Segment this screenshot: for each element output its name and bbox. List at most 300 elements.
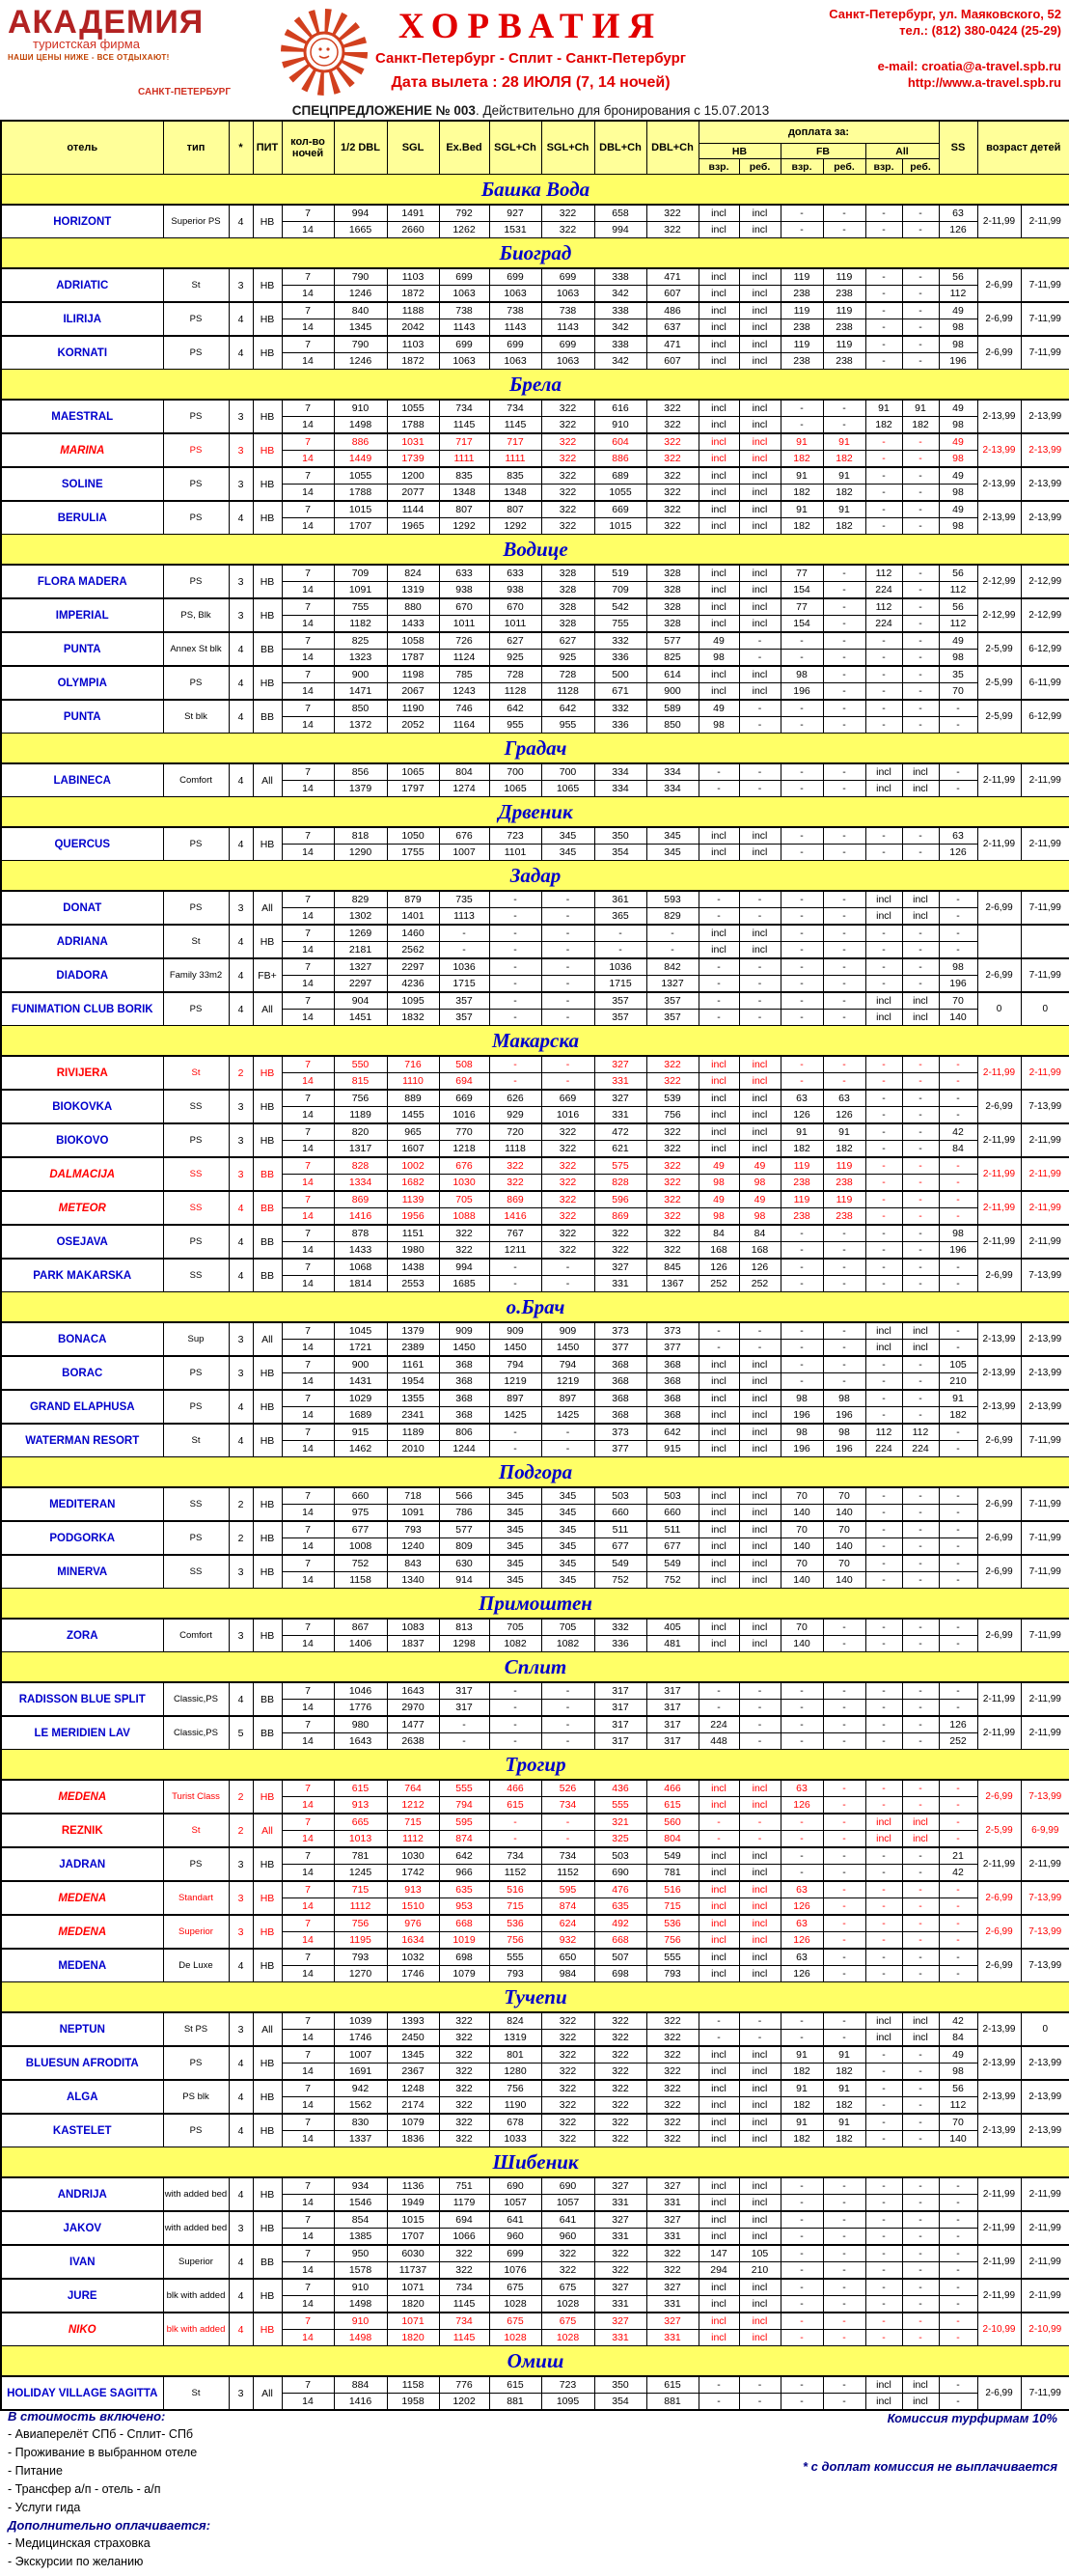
price-cell: incl: [739, 2080, 781, 2097]
nights-14: 14: [282, 1898, 334, 1916]
price-cell: 1055: [387, 400, 439, 417]
price-cell: -: [781, 700, 823, 717]
price-cell: incl: [739, 467, 781, 485]
price-cell: 1124: [439, 650, 489, 667]
price-cell: -: [902, 336, 939, 353]
hotel-row: [1, 1424, 1069, 1441]
price-cell: incl: [739, 1407, 781, 1425]
price-cell: 738: [439, 302, 489, 319]
price-cell: 792: [439, 205, 489, 222]
hotel-board: BB: [253, 2245, 282, 2279]
price-cell: -: [939, 2279, 977, 2296]
age-children: 2-13,99: [977, 2012, 1021, 2046]
price-cell: incl: [699, 467, 739, 485]
price-cell: 850: [334, 700, 387, 717]
price-cell: 328: [541, 598, 594, 616]
price-cell: -: [902, 2064, 939, 2081]
price-cell: 642: [489, 700, 541, 717]
nights-7: 7: [282, 1521, 334, 1538]
hotel-row: [1, 632, 1069, 650]
hotel-row: [1, 1356, 1069, 1373]
age-children: 0: [977, 992, 1021, 1026]
price-cell: 756: [334, 1915, 387, 1932]
price-cell: 196: [939, 1242, 977, 1260]
nights-7: 7: [282, 1949, 334, 1966]
hotel-row: [1, 1682, 1069, 1700]
price-cell: 929: [489, 1107, 541, 1124]
hotel-stars: 3: [229, 565, 253, 598]
hotel-board: HB: [253, 336, 282, 370]
price-cell: 322: [541, 518, 594, 535]
price-cell: -: [781, 2376, 823, 2394]
price-cell: 794: [439, 1797, 489, 1814]
price-cell: 91: [781, 1123, 823, 1141]
price-cell: 1954: [387, 1373, 439, 1391]
price-cell: 327: [594, 2313, 646, 2330]
price-cell: -: [865, 1619, 902, 1636]
price-cell: 566: [439, 1487, 489, 1505]
price-cell: 728: [489, 666, 541, 683]
price-cell: -: [865, 1056, 902, 1073]
price-cell: 756: [646, 1932, 699, 1950]
price-cell: 49: [699, 700, 739, 717]
price-cell: -: [902, 1538, 939, 1556]
age-children: 2-11,99: [977, 1847, 1021, 1881]
price-cell: incl: [739, 400, 781, 417]
price-cell: incl: [739, 2114, 781, 2131]
price-cell: 1063: [541, 286, 594, 303]
price-cell: 49: [939, 501, 977, 518]
nights-7: 7: [282, 925, 334, 942]
price-cell: 1776: [334, 1700, 387, 1717]
price-cell: 829: [334, 891, 387, 908]
price-cell: incl: [739, 1780, 781, 1797]
price-cell: 63: [939, 205, 977, 222]
nights-14: 14: [282, 1010, 334, 1026]
price-cell: incl: [699, 582, 739, 599]
price-cell: 49: [939, 467, 977, 485]
price-cell: incl: [699, 1424, 739, 1441]
price-cell: 368: [594, 1356, 646, 1373]
nights-7: 7: [282, 1259, 334, 1276]
price-cell: 825: [334, 632, 387, 650]
price-cell: 98: [939, 2064, 977, 2081]
price-cell: -: [823, 763, 865, 781]
hotel-row: [1, 205, 1069, 222]
price-cell: 1198: [387, 666, 439, 683]
price-cell: -: [699, 1831, 739, 1848]
price-cell: 910: [334, 2279, 387, 2296]
price-cell: 345: [489, 1572, 541, 1589]
hotel-row: [1, 433, 1069, 451]
hotel-row: [1, 302, 1069, 319]
price-cell: 503: [594, 1847, 646, 1865]
price-cell: 1707: [334, 518, 387, 535]
price-cell: -: [902, 1157, 939, 1175]
price-cell: 879: [387, 891, 439, 908]
region-title: Шибеник: [1, 2147, 1069, 2178]
age-children: 7-11,99: [1021, 1555, 1069, 1589]
price-cell: 2970: [387, 1700, 439, 1717]
price-cell: -: [823, 2229, 865, 2246]
price-cell: incl: [699, 2177, 739, 2195]
price-cell: -: [823, 1700, 865, 1717]
price-cell: 717: [439, 433, 489, 451]
price-cell: -: [541, 942, 594, 959]
nights-7: 7: [282, 2211, 334, 2229]
price-cell: -: [541, 1700, 594, 1717]
hotel-stars: 4: [229, 925, 253, 958]
price-cell: incl: [699, 501, 739, 518]
price-cell: -: [902, 205, 939, 222]
price-cell: -: [699, 2394, 739, 2411]
hotel-board: All: [253, 763, 282, 797]
price-cell: 886: [334, 433, 387, 451]
price-cell: 322: [594, 2114, 646, 2131]
region-row: [1, 1457, 1069, 1488]
price-cell: 56: [939, 268, 977, 286]
price-cell: -: [823, 205, 865, 222]
price-cell: 1471: [334, 683, 387, 701]
price-cell: -: [939, 2330, 977, 2346]
price-cell: -: [865, 650, 902, 667]
price-cell: -: [902, 1521, 939, 1538]
price-cell: -: [902, 319, 939, 337]
nights-7: 7: [282, 2376, 334, 2394]
hotel-board: HB: [253, 1949, 282, 1982]
price-cell: 334: [594, 781, 646, 797]
price-cell: -: [939, 1814, 977, 1831]
age-children: 2-11,99: [1021, 1056, 1069, 1090]
price-cell: 342: [594, 353, 646, 370]
nights-7: 7: [282, 565, 334, 582]
price-cell: 690: [489, 2177, 541, 2195]
hotel-type: PS: [163, 501, 229, 535]
price-cell: 1011: [439, 616, 489, 633]
price-cell: 126: [823, 1107, 865, 1124]
price-cell: -: [781, 2330, 823, 2346]
hotel-board: HB: [253, 1487, 282, 1521]
col-header-adult: взр.: [781, 159, 823, 175]
col-header-surcharge: доплата за:: [699, 121, 939, 144]
hotel-row: [1, 1191, 1069, 1208]
contact-phone: тел.: (812) 380-0424 (25-29): [899, 23, 1061, 38]
price-cell: 1158: [387, 2376, 439, 2394]
price-cell: incl: [699, 1538, 739, 1556]
price-cell: 854: [334, 2211, 387, 2229]
price-cell: -: [902, 1123, 939, 1141]
price-cell: -: [865, 958, 902, 976]
price-cell: -: [902, 2114, 939, 2131]
price-cell: -: [823, 1949, 865, 1966]
price-cell: -: [939, 1555, 977, 1572]
price-cell: 595: [541, 1881, 594, 1898]
hotel-stars: 4: [229, 1949, 253, 1982]
price-cell: -: [939, 1505, 977, 1522]
price-cell: -: [541, 908, 594, 926]
price-cell: -: [865, 1847, 902, 1865]
price-cell: -: [865, 433, 902, 451]
contact-site[interactable]: http://www.a-travel.spb.ru: [907, 75, 1061, 90]
age-children: 2-6,99: [977, 1521, 1021, 1555]
price-cell: 1872: [387, 353, 439, 370]
price-cell: incl: [739, 2279, 781, 2296]
price-cell: 1036: [439, 958, 489, 976]
hotel-stars: 4: [229, 2279, 253, 2313]
price-cell: 1872: [387, 286, 439, 303]
nights-7: 7: [282, 1682, 334, 1700]
contact-email[interactable]: e-mail: croatia@a-travel.spb.ru: [877, 59, 1061, 73]
hotel-type: St: [163, 925, 229, 958]
price-cell: 182: [823, 1141, 865, 1158]
price-cell: incl: [739, 827, 781, 845]
price-cell: incl: [739, 565, 781, 582]
hotel-row: [1, 992, 1069, 1010]
age-children: 2-13,99: [977, 400, 1021, 433]
price-cell: 126: [939, 222, 977, 238]
price-cell: 322: [594, 2262, 646, 2280]
price-cell: -: [865, 1780, 902, 1797]
price-cell: -: [489, 1716, 541, 1733]
price-cell: 734: [489, 400, 541, 417]
price-cell: 56: [939, 565, 977, 582]
age-children: 2-6,99: [977, 1090, 1021, 1123]
price-cell: -: [699, 1814, 739, 1831]
hotel-board: All: [253, 2012, 282, 2046]
price-cell: -: [865, 1915, 902, 1932]
price-cell: -: [939, 1191, 977, 1208]
price-cell: 835: [489, 467, 541, 485]
hotel-board: BB: [253, 700, 282, 734]
price-cell: -: [902, 683, 939, 701]
hotel-stars: 3: [229, 1915, 253, 1949]
price-cell: 614: [646, 666, 699, 683]
price-cell: 913: [334, 1797, 387, 1814]
price-cell: 98: [739, 1208, 781, 1226]
price-cell: -: [939, 1259, 977, 1276]
age-children: 2-13,99: [1021, 501, 1069, 535]
price-cell: -: [739, 2394, 781, 2411]
hotel-name: FLORA MADERA: [1, 565, 163, 598]
price-cell: 1164: [439, 717, 489, 734]
price-cell: -: [939, 2313, 977, 2330]
price-cell: 322: [541, 2064, 594, 2081]
price-cell: 49: [939, 302, 977, 319]
price-cell: 322: [439, 2080, 489, 2097]
commission-surcharge-note: * с доплат комиссия не выплачивается: [802, 2459, 1057, 2474]
price-cell: 373: [646, 1322, 699, 1340]
price-cell: -: [781, 942, 823, 959]
hotel-name: LE MERIDIEN LAV: [1, 1716, 163, 1750]
price-cell: 322: [541, 2131, 594, 2147]
price-cell: 549: [646, 1847, 699, 1865]
price-cell: 1189: [387, 1424, 439, 1441]
region-row: [1, 370, 1069, 401]
price-cell: 675: [541, 2313, 594, 2330]
price-cell: -: [823, 1356, 865, 1373]
price-cell: 635: [594, 1898, 646, 1916]
price-cell: incl: [699, 485, 739, 502]
price-cell: -: [865, 1538, 902, 1556]
price-cell: -: [939, 1175, 977, 1192]
price-cell: 1200: [387, 467, 439, 485]
nights-7: 7: [282, 827, 334, 845]
age-children: 2-6,99: [977, 1780, 1021, 1814]
departure-date: Дата вылета : 28 ИЮЛЯ (7, 14 ночей): [391, 74, 671, 91]
price-cell: 63: [781, 1090, 823, 1107]
price-cell: 322: [439, 2012, 489, 2030]
price-cell: 327: [594, 1056, 646, 1073]
price-cell: 328: [541, 565, 594, 582]
price-cell: 934: [334, 2177, 387, 2195]
hotel-board: HB: [253, 1847, 282, 1881]
price-cell: 1082: [541, 1636, 594, 1652]
price-cell: 322: [646, 2245, 699, 2262]
nights-7: 7: [282, 2114, 334, 2131]
price-cell: 1788: [334, 485, 387, 502]
price-cell: -: [699, 1010, 739, 1026]
price-cell: -: [865, 1356, 902, 1373]
nights-14: 14: [282, 1636, 334, 1652]
hotel-row: [1, 1915, 1069, 1932]
hotel-board: HB: [253, 1424, 282, 1457]
price-cell: 1082: [489, 1636, 541, 1652]
price-cell: incl: [739, 2064, 781, 2081]
hotel-board: HB: [253, 1056, 282, 1090]
price-cell: 342: [594, 286, 646, 303]
price-cell: 322: [646, 518, 699, 535]
price-cell: 322: [646, 1056, 699, 1073]
price-cell: incl: [699, 565, 739, 582]
price-cell: 815: [334, 1073, 387, 1091]
price-cell: 1152: [489, 1865, 541, 1882]
price-cell: -: [939, 1831, 977, 1848]
price-cell: 1063: [439, 286, 489, 303]
hotel-type: Sup: [163, 1322, 229, 1356]
price-cell: -: [781, 2012, 823, 2030]
price-cell: incl: [699, 616, 739, 633]
price-cell: incl: [739, 666, 781, 683]
hotel-row: [1, 2279, 1069, 2296]
price-cell: 1103: [387, 268, 439, 286]
price-cell: incl: [699, 1881, 739, 1898]
region-title: Градач: [1, 734, 1069, 764]
hotel-type: PS: [163, 1847, 229, 1881]
price-cell: incl: [902, 992, 939, 1010]
hotel-name: LABINECA: [1, 763, 163, 797]
price-cell: -: [865, 1700, 902, 1717]
price-cell: -: [902, 845, 939, 861]
hotel-stars: 3: [229, 1123, 253, 1157]
price-cell: -: [939, 1966, 977, 1982]
price-cell: 756: [489, 1932, 541, 1950]
price-cell: 2067: [387, 683, 439, 701]
price-cell: -: [865, 1555, 902, 1572]
price-cell: -: [865, 717, 902, 734]
price-cell: 35: [939, 666, 977, 683]
price-cell: 994: [439, 1259, 489, 1276]
hotel-name: BORAC: [1, 1356, 163, 1390]
price-cell: 357: [439, 1010, 489, 1026]
price-cell: 1189: [334, 1107, 387, 1124]
price-cell: 790: [334, 336, 387, 353]
price-cell: 516: [646, 1881, 699, 1898]
hotel-type: PS: [163, 2114, 229, 2147]
hotel-name: FUNIMATION CLUB BORIK: [1, 992, 163, 1026]
price-cell: 84: [699, 1225, 739, 1242]
hotel-board: BB: [253, 632, 282, 666]
age-children: 6-11,99: [1021, 666, 1069, 700]
age-children: 7-13,99: [1021, 1915, 1069, 1949]
price-cell: 1820: [387, 2296, 439, 2313]
price-cell: 555: [646, 1949, 699, 1966]
price-cell: -: [902, 222, 939, 238]
price-cell: 368: [594, 1407, 646, 1425]
price-cell: -: [902, 1107, 939, 1124]
hotel-name: JADRAN: [1, 1847, 163, 1881]
price-cell: 715: [646, 1898, 699, 1916]
price-cell: 690: [541, 2177, 594, 2195]
hotel-stars: 4: [229, 666, 253, 700]
price-cell: -: [739, 1322, 781, 1340]
col-header-all: All: [865, 144, 939, 159]
price-cell: -: [699, 2012, 739, 2030]
region-row: [1, 175, 1069, 206]
price-cell: -: [489, 925, 541, 942]
price-cell: 63: [781, 1915, 823, 1932]
nights-7: 7: [282, 302, 334, 319]
price-cell: -: [781, 632, 823, 650]
price-cell: 1057: [489, 2195, 541, 2212]
price-cell: -: [865, 1390, 902, 1407]
price-cell: 705: [489, 1619, 541, 1636]
region-row: [1, 1026, 1069, 1057]
price-cell: 182: [902, 417, 939, 434]
price-cell: 641: [541, 2211, 594, 2229]
price-cell: -: [541, 1441, 594, 1457]
hotel-name: BIOKOVO: [1, 1123, 163, 1157]
nights-14: 14: [282, 1141, 334, 1158]
region-title: Омиш: [1, 2346, 1069, 2377]
hotel-row: [1, 1225, 1069, 1242]
age-children: 2-11,99: [1021, 2245, 1069, 2279]
price-cell: incl: [865, 1340, 902, 1357]
price-cell: 322: [439, 2114, 489, 2131]
price-cell: -: [865, 1881, 902, 1898]
age-children: 7-13,99: [1021, 1780, 1069, 1814]
age-children: 2-5,99: [977, 666, 1021, 700]
price-cell: 1438: [387, 1259, 439, 1276]
hotel-row: [1, 2114, 1069, 2131]
price-cell: 345: [541, 1521, 594, 1538]
nights-14: 14: [282, 1932, 334, 1950]
price-cell: -: [902, 2177, 939, 2195]
price-cell: 965: [387, 1123, 439, 1141]
price-cell: 627: [489, 632, 541, 650]
nights-14: 14: [282, 2097, 334, 2115]
price-cell: 1008: [334, 1538, 387, 1556]
price-cell: 322: [439, 2262, 489, 2280]
age-children: 2-13,99: [1021, 400, 1069, 433]
nights-7: 7: [282, 1780, 334, 1797]
hotel-type: Superior PS: [163, 205, 229, 238]
price-cell: -: [739, 1716, 781, 1733]
price-cell: incl: [699, 353, 739, 370]
price-cell: 196: [781, 1407, 823, 1425]
price-cell: 1491: [387, 205, 439, 222]
price-cell: -: [541, 1831, 594, 1848]
price-cell: 539: [646, 1090, 699, 1107]
